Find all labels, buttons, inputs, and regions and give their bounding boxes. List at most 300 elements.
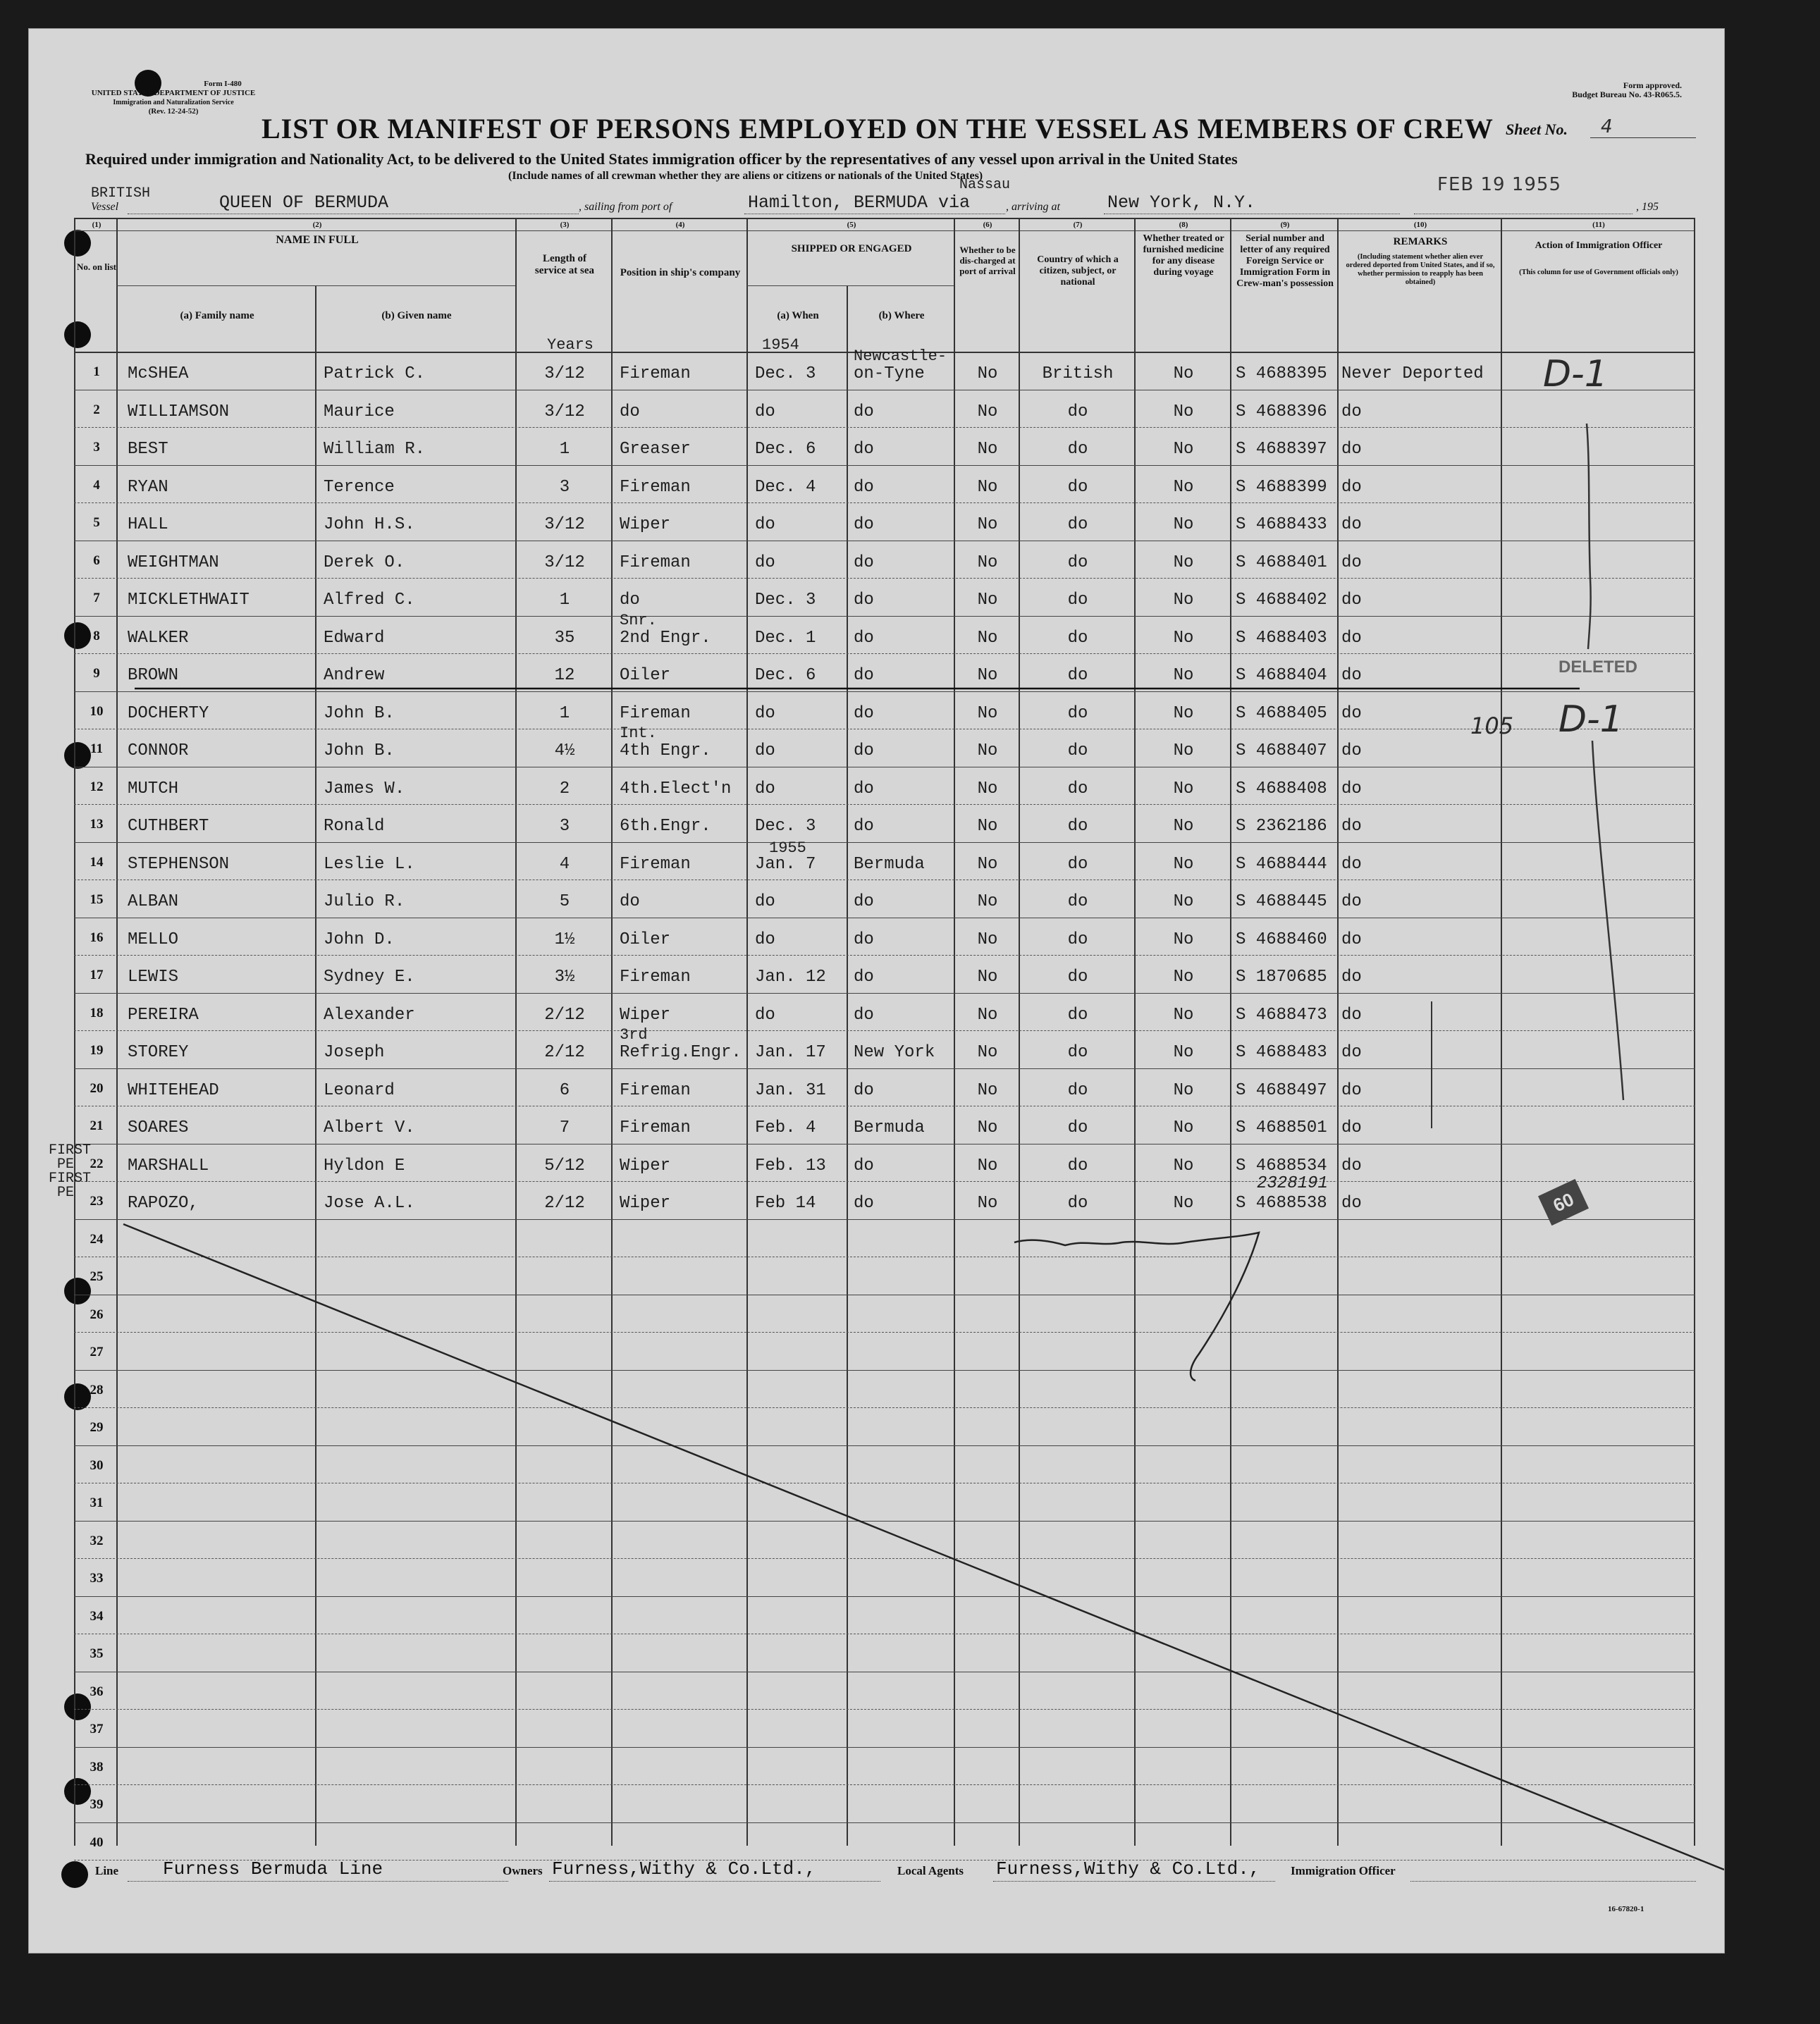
cell-remarks: do bbox=[1341, 402, 1362, 421]
cell-country: British bbox=[1042, 364, 1114, 383]
cell-when: Dec. 1 bbox=[755, 628, 816, 648]
cell-serial: S 4688460 bbox=[1236, 930, 1327, 949]
cell-no: 21 bbox=[90, 1118, 104, 1133]
cell-medicine: No bbox=[1173, 440, 1194, 459]
departure-port: Hamilton, BERMUDA via bbox=[748, 192, 971, 213]
first-pe-line: FIRST bbox=[49, 1142, 92, 1159]
agents-value: Furness,Withy & Co.Ltd., bbox=[996, 1858, 1260, 1880]
cell-discharge: No bbox=[977, 703, 998, 723]
cell-serial: S 4688538 bbox=[1236, 1194, 1327, 1213]
col5b-header: (b) Where bbox=[878, 310, 925, 321]
cell-service: 3/12 bbox=[544, 364, 585, 383]
cell-no: 33 bbox=[90, 1571, 104, 1586]
cell-country: do bbox=[1067, 1043, 1088, 1062]
cell-given: Hyldon E bbox=[324, 1156, 405, 1175]
cell-family: BROWN bbox=[128, 666, 179, 685]
cell-remarks: do bbox=[1341, 703, 1362, 723]
vessel-label: Vessel bbox=[91, 201, 119, 213]
cell-serial: S 1870685 bbox=[1236, 968, 1327, 987]
cell-position: Fireman bbox=[620, 1080, 691, 1100]
cell-position: Wiper bbox=[620, 1194, 671, 1213]
cell-no: 6 bbox=[93, 553, 100, 568]
col5a-header: (a) When bbox=[777, 310, 819, 321]
cell-when: Feb. 13 bbox=[755, 1156, 826, 1175]
cell-serial: S 2362186 bbox=[1236, 817, 1327, 836]
cell-discharge: No bbox=[977, 1043, 998, 1062]
cell-no: 31 bbox=[90, 1495, 104, 1510]
cell-position: Refrig.Engr. bbox=[620, 1043, 742, 1062]
first-pe-line: FIRST bbox=[49, 1171, 92, 1187]
cell-country: do bbox=[1067, 515, 1088, 534]
col4-header: Position in ship's company bbox=[620, 267, 741, 278]
cell-given: Patrick C. bbox=[324, 364, 426, 383]
cell-no: 19 bbox=[90, 1043, 104, 1058]
cell-service: 1 bbox=[559, 440, 570, 459]
cell-remarks: do bbox=[1341, 628, 1362, 648]
cell-medicine: No bbox=[1173, 1194, 1194, 1213]
cell-country: do bbox=[1067, 930, 1088, 949]
page-subtitle: Required under immigration and Nationality Act, to be delivered to the United States immigration officer by the representatives of any vessel upon arrival in the United States bbox=[85, 150, 1238, 168]
cell-remarks: do bbox=[1341, 968, 1362, 987]
col3-number: (3) bbox=[560, 221, 570, 229]
cell-when: Jan. 31 bbox=[755, 1080, 826, 1100]
cell-service: 2/12 bbox=[544, 1005, 585, 1025]
col7-number: (7) bbox=[1073, 221, 1083, 229]
cell-no: 38 bbox=[90, 1759, 104, 1775]
cell-given: John D. bbox=[324, 930, 395, 949]
cell-no: 4 bbox=[93, 477, 100, 493]
first-pe-line: PE bbox=[57, 1185, 75, 1201]
cell-when: do bbox=[755, 703, 775, 723]
cell-position: 2nd Engr. bbox=[620, 628, 711, 648]
cell-when: Dec. 4 bbox=[755, 477, 816, 497]
years-note: Years bbox=[547, 336, 594, 354]
cell-remarks: do bbox=[1341, 1043, 1362, 1062]
cell-medicine: No bbox=[1173, 930, 1194, 949]
cell-position: 4th.Elect'n bbox=[620, 779, 732, 798]
cell-no: 5 bbox=[93, 515, 100, 530]
cell-remarks: do bbox=[1341, 1005, 1362, 1025]
cell-service: 3/12 bbox=[544, 515, 585, 534]
cell-discharge: No bbox=[977, 930, 998, 949]
cell-where: on-Tyne bbox=[854, 364, 925, 383]
cell-position: do bbox=[620, 892, 640, 911]
cell-remarks: do bbox=[1341, 477, 1362, 497]
cell-family: WALKER bbox=[128, 628, 189, 648]
cell-when: do bbox=[755, 741, 775, 760]
cell-when: do bbox=[755, 1005, 775, 1025]
cell-where: do bbox=[854, 1005, 874, 1025]
cell-country: do bbox=[1067, 440, 1088, 459]
cell-no: 28 bbox=[90, 1382, 104, 1397]
cell-position: Fireman bbox=[620, 854, 691, 874]
cell-family: MUTCH bbox=[128, 779, 179, 798]
cell-position: Int. bbox=[620, 724, 657, 742]
cell-where: do bbox=[854, 666, 874, 685]
cell-when: Dec. 6 bbox=[755, 666, 816, 685]
cell-remarks: Never Deported bbox=[1341, 364, 1484, 383]
owners-label: Owners bbox=[503, 1864, 543, 1877]
cell-serial: S 4688399 bbox=[1236, 477, 1327, 497]
cell-discharge: No bbox=[977, 477, 998, 497]
cell-discharge: No bbox=[977, 1080, 998, 1100]
cell-serial: S 4688444 bbox=[1236, 854, 1327, 874]
cell-medicine: No bbox=[1173, 968, 1194, 987]
cell-serial: S 4688497 bbox=[1236, 1080, 1327, 1100]
immigration-officer-label: Immigration Officer bbox=[1291, 1864, 1396, 1877]
cell-position: 4th Engr. bbox=[620, 741, 711, 760]
col3-header: Length of service at sea bbox=[534, 253, 595, 276]
cell-country: do bbox=[1067, 402, 1088, 421]
cell-discharge: No bbox=[977, 1118, 998, 1137]
col4-number: (4) bbox=[675, 221, 685, 229]
cell-family: HALL bbox=[128, 515, 168, 534]
cell-position: do bbox=[620, 402, 640, 421]
cell-country: do bbox=[1067, 968, 1088, 987]
cell-given: Edward bbox=[324, 628, 385, 648]
cell-given: Sydney E. bbox=[324, 968, 415, 987]
col8-header: Whether treated or furnished medicine for any disease during voyage bbox=[1143, 233, 1224, 278]
cell-where: Newcastle- bbox=[854, 347, 947, 365]
cell-service: 3/12 bbox=[544, 553, 585, 572]
cell-service: 35 bbox=[554, 628, 575, 648]
cell-no: 2 bbox=[93, 402, 100, 417]
cell-given: Jose A.L. bbox=[324, 1194, 415, 1213]
cell-serial: S 4688403 bbox=[1236, 628, 1327, 648]
cell-discharge: No bbox=[977, 440, 998, 459]
cell-serial: S 4688534 bbox=[1236, 1156, 1327, 1175]
cell-family: RYAN bbox=[128, 477, 168, 497]
cell-remarks: do bbox=[1341, 854, 1362, 874]
cell-medicine: No bbox=[1173, 553, 1194, 572]
cell-country: do bbox=[1067, 1005, 1088, 1025]
cell-discharge: No bbox=[977, 364, 998, 383]
col11-header: Action of Immigration Officer bbox=[1535, 240, 1663, 251]
owners-value: Furness,Withy & Co.Ltd., bbox=[552, 1858, 816, 1880]
cell-family: WEIGHTMAN bbox=[128, 553, 219, 572]
cell-medicine: No bbox=[1173, 591, 1194, 610]
cell-service: 1 bbox=[559, 591, 570, 610]
cell-where: do bbox=[854, 1080, 874, 1100]
cell-no: 32 bbox=[90, 1533, 104, 1548]
cell-country: do bbox=[1067, 892, 1088, 911]
owners-underline bbox=[549, 1881, 880, 1882]
cancel-overlay bbox=[29, 29, 1724, 1953]
signature-scribble bbox=[1014, 1233, 1259, 1381]
cell-country: do bbox=[1067, 1194, 1088, 1213]
col10-note: (Including statement whether alien ever ordered deported from United States, and if so, whether permission to reapply has been obtained) bbox=[1346, 253, 1495, 286]
cell-discharge: No bbox=[977, 854, 998, 874]
cell-no: 25 bbox=[90, 1269, 104, 1284]
col10-header: REMARKS bbox=[1393, 236, 1448, 247]
cell-when: Jan. 17 bbox=[755, 1043, 826, 1062]
cell-no: 18 bbox=[90, 1005, 104, 1020]
cell-medicine: No bbox=[1173, 666, 1194, 685]
cell-medicine: No bbox=[1173, 477, 1194, 497]
cell-given: Albert V. bbox=[324, 1118, 415, 1137]
arriving-label: , arriving at bbox=[1006, 201, 1060, 213]
cell-no: 13 bbox=[90, 817, 104, 832]
cell-position: Wiper bbox=[620, 1005, 671, 1025]
cell-serial: S 4688404 bbox=[1236, 666, 1327, 685]
cell-country: do bbox=[1067, 591, 1088, 610]
cell-given: Alexander bbox=[324, 1005, 415, 1025]
cell-family: LEWIS bbox=[128, 968, 179, 987]
continuation-line-bottom bbox=[1592, 741, 1623, 1100]
cell-given: Derek O. bbox=[324, 553, 405, 572]
cell-where: do bbox=[854, 703, 874, 723]
cell-country: do bbox=[1067, 1156, 1088, 1175]
year-label: , 195 bbox=[1636, 201, 1659, 213]
cell-family: CONNOR bbox=[128, 741, 189, 760]
cell-no: 34 bbox=[90, 1608, 104, 1624]
cell-service: 2/12 bbox=[544, 1043, 585, 1062]
cell-medicine: No bbox=[1173, 892, 1194, 911]
action-stamp-60: 60 bbox=[1538, 1179, 1589, 1226]
cell-service: 3½ bbox=[554, 968, 575, 987]
cell-where: do bbox=[854, 892, 874, 911]
cell-service: 12 bbox=[554, 666, 575, 685]
cell-given: Terence bbox=[324, 477, 395, 497]
officer-underline bbox=[1410, 1881, 1696, 1882]
cell-family: WILLIAMSON bbox=[128, 402, 230, 421]
cell-medicine: No bbox=[1173, 703, 1194, 723]
cell-remarks: do bbox=[1341, 666, 1362, 685]
cell-service: 5 bbox=[559, 892, 570, 911]
cell-when: do bbox=[755, 553, 775, 572]
year-1955-note: 1955 bbox=[769, 839, 806, 857]
cell-service: 3 bbox=[559, 477, 570, 497]
cell-given: Julio R. bbox=[324, 892, 405, 911]
page-title: LIST OR MANIFEST OF PERSONS EMPLOYED ON THE VESSEL AS MEMBERS OF CREW bbox=[262, 113, 1494, 144]
cell-where: Bermuda bbox=[854, 854, 925, 874]
cell-position: 6th.Engr. bbox=[620, 817, 711, 836]
cell-when: Dec. 3 bbox=[755, 591, 816, 610]
cell-given: Andrew bbox=[324, 666, 385, 685]
cell-where: do bbox=[854, 1194, 874, 1213]
cell-no: 17 bbox=[90, 968, 104, 982]
cell-serial: S 4688433 bbox=[1236, 515, 1327, 534]
cell-no: 29 bbox=[90, 1420, 104, 1435]
col11-number: (11) bbox=[1592, 221, 1605, 229]
cell-discharge: No bbox=[977, 1156, 998, 1175]
cell-given: James W. bbox=[324, 779, 405, 798]
cell-no: 40 bbox=[90, 1834, 104, 1850]
cell-where: do bbox=[854, 440, 874, 459]
cell-position: Fireman bbox=[620, 477, 691, 497]
cell-no: 26 bbox=[90, 1307, 104, 1322]
col8-number: (8) bbox=[1179, 221, 1188, 229]
cell-where: do bbox=[854, 628, 874, 648]
col11-note: (This column for use of Government officials only) bbox=[1519, 269, 1678, 276]
cell-medicine: No bbox=[1173, 817, 1194, 836]
cell-service: 2 bbox=[559, 779, 570, 798]
department: UNITED STATES DEPARTMENT OF JUSTICE bbox=[91, 89, 256, 97]
cell-where: do bbox=[854, 402, 874, 421]
cell-discharge: No bbox=[977, 553, 998, 572]
cell-no: 24 bbox=[90, 1231, 104, 1247]
service: Immigration and Naturalization Service bbox=[113, 99, 234, 106]
cell-no: 10 bbox=[90, 703, 104, 719]
col9-number: (9) bbox=[1280, 221, 1290, 229]
cell-position: Fireman bbox=[620, 364, 691, 383]
cell-no: 12 bbox=[90, 779, 104, 794]
cell-service: 1½ bbox=[554, 930, 575, 949]
cell-position: Oiler bbox=[620, 930, 671, 949]
vessel-name: QUEEN OF BERMUDA bbox=[219, 192, 389, 213]
cell-remarks: do bbox=[1341, 1080, 1362, 1100]
col2-number: (2) bbox=[312, 221, 322, 229]
cell-family: SOARES bbox=[128, 1118, 189, 1137]
approval-line: Form approved. bbox=[1623, 80, 1682, 90]
revision: (Rev. 12-24-52) bbox=[148, 107, 199, 116]
sheet-label: Sheet No. bbox=[1506, 121, 1568, 138]
include-note: (Include names of all crewman whether they are aliens or citizens or nationals of the United States) bbox=[508, 170, 983, 182]
cell-where: do bbox=[854, 741, 874, 760]
col1-header: No. on list bbox=[77, 261, 116, 272]
cell-where: do bbox=[854, 591, 874, 610]
sheet-number: 4 bbox=[1601, 116, 1613, 137]
year-1954-note: 1954 bbox=[762, 336, 799, 354]
cell-no: 8 bbox=[93, 628, 100, 643]
cell-discharge: No bbox=[977, 968, 998, 987]
col1-number: (1) bbox=[92, 221, 102, 229]
cell-discharge: No bbox=[977, 741, 998, 760]
cell-country: do bbox=[1067, 553, 1088, 572]
cell-when: do bbox=[755, 930, 775, 949]
cell-service: 3/12 bbox=[544, 402, 585, 421]
cell-medicine: No bbox=[1173, 1080, 1194, 1100]
cell-given: John H.S. bbox=[324, 515, 415, 534]
cell-family: BEST bbox=[128, 440, 168, 459]
continuation-line-top bbox=[1587, 424, 1591, 649]
cell-serial: S 4688445 bbox=[1236, 892, 1327, 911]
cell-family: MICKLETHWAIT bbox=[128, 591, 250, 610]
cell-service: 5/12 bbox=[544, 1156, 585, 1175]
cell-service: 2/12 bbox=[544, 1194, 585, 1213]
cell-given: Maurice bbox=[324, 402, 395, 421]
cell-serial: S 4688473 bbox=[1236, 1005, 1327, 1025]
remark-note-105: 105 bbox=[1470, 712, 1514, 739]
cell-given: Alfred C. bbox=[324, 591, 415, 610]
cell-medicine: No bbox=[1173, 515, 1194, 534]
col7-header: Country of which a citizen, subject, or national bbox=[1037, 254, 1119, 288]
cell-when: do bbox=[755, 892, 775, 911]
cell-given: Leonard bbox=[324, 1080, 395, 1100]
cell-discharge: No bbox=[977, 817, 998, 836]
cell-where: do bbox=[854, 968, 874, 987]
cell-where: do bbox=[854, 817, 874, 836]
cell-no: 39 bbox=[90, 1797, 104, 1812]
deleted-stamp: DELETED bbox=[1558, 658, 1638, 677]
cell-country: do bbox=[1067, 666, 1088, 685]
cell-no: 9 bbox=[93, 666, 100, 681]
cell-position: Fireman bbox=[620, 553, 691, 572]
cell-no: 36 bbox=[90, 1684, 104, 1699]
cell-medicine: No bbox=[1173, 628, 1194, 648]
cell-country: do bbox=[1067, 1080, 1088, 1100]
departure-via: Nassau bbox=[959, 177, 1011, 193]
arrival-port: New York, N.Y. bbox=[1107, 192, 1256, 213]
cell-medicine: No bbox=[1173, 1005, 1194, 1025]
cell-where: do bbox=[854, 515, 874, 534]
cell-country: do bbox=[1067, 854, 1088, 874]
cell-family: McSHEA bbox=[128, 364, 189, 383]
cell-medicine: No bbox=[1173, 402, 1194, 421]
cell-discharge: No bbox=[977, 628, 998, 648]
cell-country: do bbox=[1067, 1118, 1088, 1137]
cell-where: do bbox=[854, 1156, 874, 1175]
cell-medicine: No bbox=[1173, 364, 1194, 383]
cell-no: 23 bbox=[90, 1194, 104, 1209]
cell-discharge: No bbox=[977, 1194, 998, 1213]
action-d1-second: D-1 bbox=[1558, 698, 1623, 741]
cell-when: Feb. 4 bbox=[755, 1118, 816, 1137]
form-code: 16-67820-1 bbox=[1608, 1905, 1644, 1913]
cell-where: do bbox=[854, 779, 874, 798]
cell-when: do bbox=[755, 402, 775, 421]
col10-number: (10) bbox=[1413, 221, 1427, 229]
cell-remarks: do bbox=[1341, 930, 1362, 949]
agents-underline bbox=[993, 1881, 1275, 1882]
cell-given: Ronald bbox=[324, 817, 385, 836]
cell-discharge: No bbox=[977, 1005, 998, 1025]
cell-medicine: No bbox=[1173, 779, 1194, 798]
manifest-sheet bbox=[28, 28, 1725, 1954]
cell-position: Wiper bbox=[620, 515, 671, 534]
cell-when: Dec. 3 bbox=[755, 364, 816, 383]
cell-no: 3 bbox=[93, 440, 100, 455]
cell-given: John B. bbox=[324, 703, 395, 723]
cell-where: New York bbox=[854, 1043, 935, 1062]
cell-medicine: No bbox=[1173, 741, 1194, 760]
received-date-stamp: FEB 19 1955 bbox=[1437, 174, 1562, 195]
cell-country: do bbox=[1067, 628, 1088, 648]
cell-family: STOREY bbox=[128, 1043, 189, 1062]
cell-position: do bbox=[620, 591, 640, 610]
cell-when: Jan. 7 bbox=[755, 854, 816, 874]
line-label: Line bbox=[95, 1864, 119, 1877]
cell-no: 14 bbox=[90, 854, 104, 870]
cell-country: do bbox=[1067, 779, 1088, 798]
cell-when: do bbox=[755, 779, 775, 798]
cell-medicine: No bbox=[1173, 1118, 1194, 1137]
cell-discharge: No bbox=[977, 779, 998, 798]
cell-position: Snr. bbox=[620, 611, 657, 629]
line-underline bbox=[128, 1881, 508, 1882]
cell-remarks: do bbox=[1341, 817, 1362, 836]
cell-remarks: do bbox=[1341, 1156, 1362, 1175]
cell-given: John B. bbox=[324, 741, 395, 760]
vessel-nationality: BRITISH bbox=[91, 185, 151, 202]
cell-position: Fireman bbox=[620, 1118, 691, 1137]
cell-family: ALBAN bbox=[128, 892, 179, 911]
action-d1-top: D-1 bbox=[1543, 353, 1608, 395]
cell-no: 1 bbox=[93, 364, 100, 379]
cell-service: 7 bbox=[559, 1118, 570, 1137]
cell-where: Bermuda bbox=[854, 1118, 925, 1137]
cell-serial: S 4688396 bbox=[1236, 402, 1327, 421]
cell-position: Fireman bbox=[620, 703, 691, 723]
cell-position: Oiler bbox=[620, 666, 671, 685]
cell-no: 30 bbox=[90, 1457, 104, 1473]
cell-position: Fireman bbox=[620, 968, 691, 987]
cell-no: 7 bbox=[93, 591, 100, 605]
cell-family: PEREIRA bbox=[128, 1005, 199, 1025]
cell-service: 6 bbox=[559, 1080, 570, 1100]
cell-remarks: do bbox=[1341, 779, 1362, 798]
col9-header: Serial number and letter of any required Foreign Service or Immigration Form in Crew-man's possession bbox=[1236, 233, 1334, 289]
